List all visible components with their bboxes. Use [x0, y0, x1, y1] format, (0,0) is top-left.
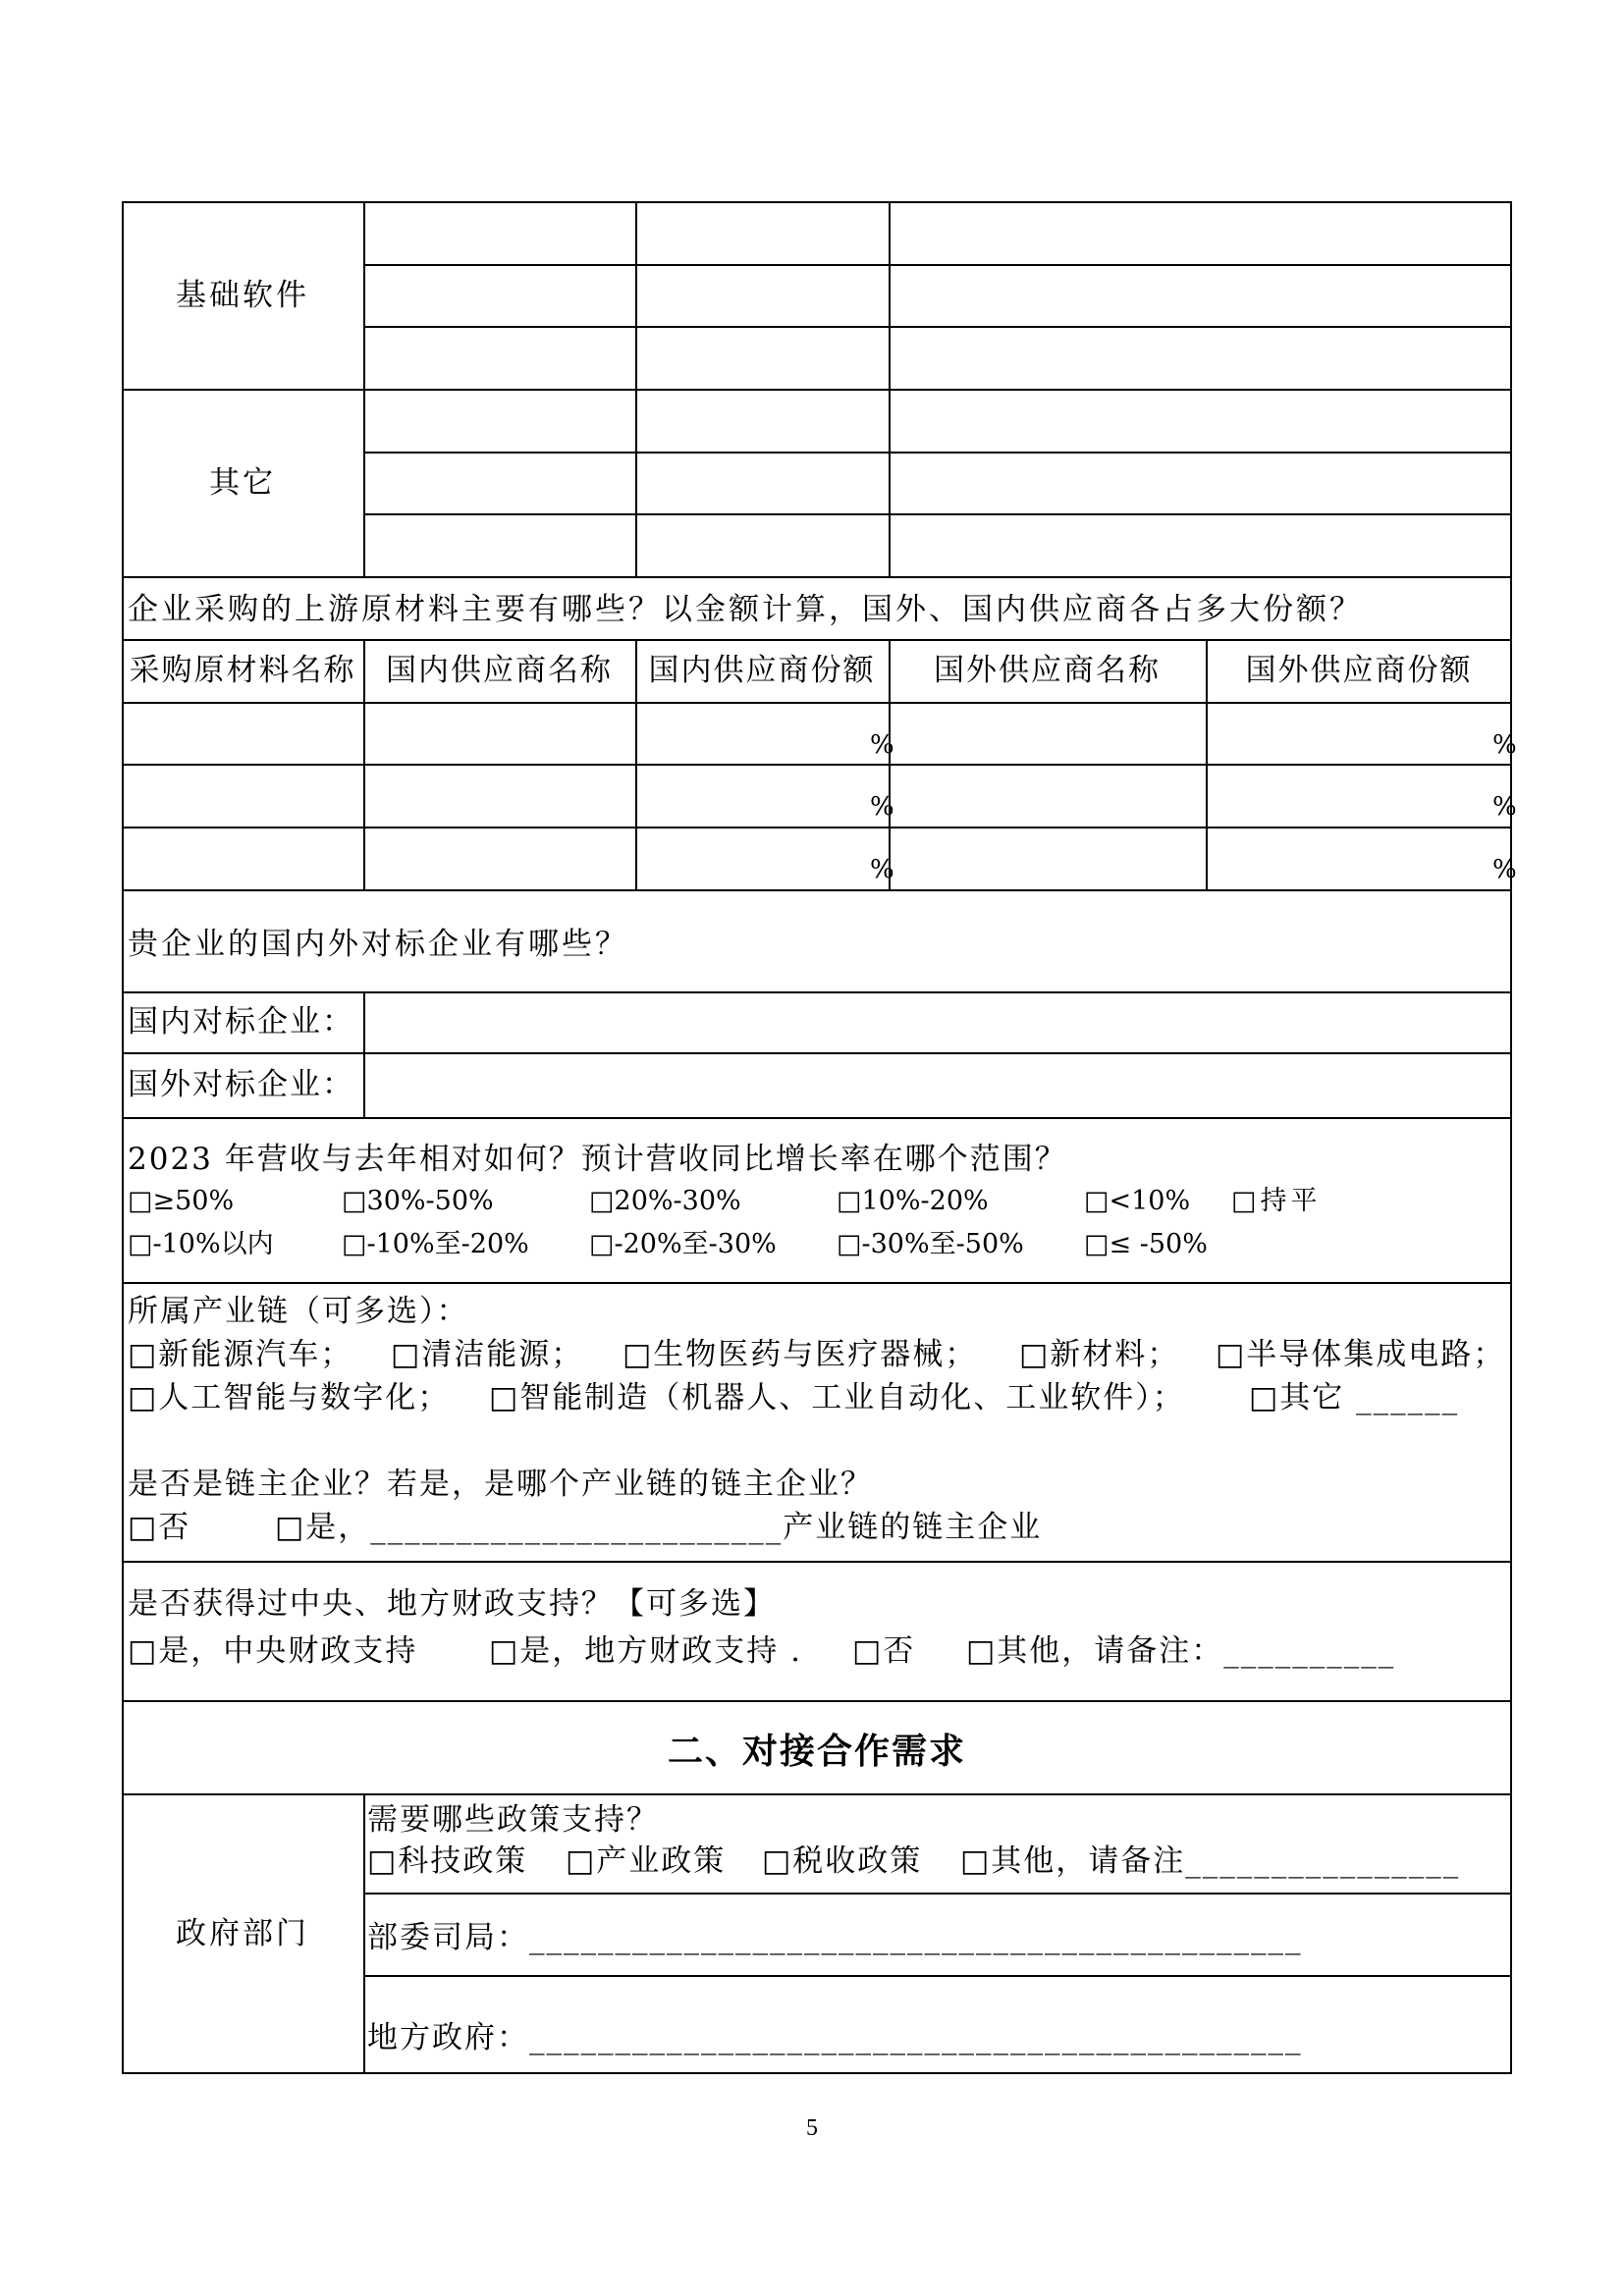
industry-chain-option[interactable]: □新能源汽车；	[128, 1337, 353, 1372]
policy-option[interactable]: □产业政策	[566, 1843, 727, 1879]
row-divider	[122, 1793, 1512, 1795]
row-divider	[122, 1561, 1512, 1563]
software-input-cell[interactable]	[637, 203, 887, 263]
revenue-option[interactable]: □20%-30%	[589, 1186, 741, 1216]
row-divider	[122, 702, 1512, 704]
row-divider	[363, 513, 1512, 515]
foreign-benchmark-label: 国外对标企业：	[128, 1067, 354, 1102]
revenue-option[interactable]: □≥50%	[128, 1186, 235, 1216]
fiscal-support-question: 是否获得过中央、地方财政支持？【可多选】	[128, 1586, 776, 1622]
software-input-cell[interactable]	[365, 203, 633, 263]
row-divider	[122, 764, 1512, 766]
fiscal-support-option[interactable]: □其他，请备注：__________	[966, 1633, 1396, 1669]
revenue-option[interactable]: □-30%至-50%	[837, 1229, 1024, 1259]
industry-chain-option[interactable]: □生物医药与医疗器械；	[623, 1337, 978, 1372]
fiscal-support-option[interactable]: □是，地方财政支持 .	[489, 1633, 802, 1669]
other-label: 其它	[209, 465, 276, 501]
row-divider	[363, 326, 1512, 328]
industry-chain-option[interactable]: □清洁能源；	[391, 1337, 584, 1372]
industry-chain-option[interactable]: □人工智能与数字化；	[128, 1380, 451, 1415]
ministry-field[interactable]: 部委司局：_____________________________________________	[367, 1920, 1303, 1955]
purchase-header-foreign-name: 国外供应商名称	[934, 653, 1161, 688]
row-divider	[122, 1700, 1512, 1702]
domestic-benchmark-label: 国内对标企业：	[128, 1004, 354, 1040]
purchase-header-material: 采购原材料名称	[129, 653, 356, 688]
row-divider	[122, 576, 1512, 578]
percent-sign: %	[870, 855, 894, 884]
industry-chain-question: 所属产业链（可多选）：	[128, 1294, 469, 1329]
row-divider	[122, 1117, 1512, 1119]
percent-sign: %	[1492, 730, 1517, 760]
fiscal-support-option[interactable]: □是，中央财政支持	[128, 1633, 418, 1669]
percent-sign: %	[1492, 855, 1517, 884]
industry-chain-option[interactable]: □智能制造（机器人、工业自动化、工业软件）；	[489, 1380, 1185, 1415]
revenue-option[interactable]: □30%-50%	[342, 1186, 494, 1216]
revenue-option[interactable]: □-20%至-30%	[589, 1229, 777, 1259]
revenue-option[interactable]: □持平	[1231, 1186, 1322, 1216]
row-divider	[363, 452, 1512, 454]
foreign-benchmark-input[interactable]	[365, 1054, 1510, 1116]
section-2-title: 二、对接合作需求	[667, 1732, 966, 1772]
purchase-header-domestic-share: 国内供应商份额	[648, 653, 876, 688]
software-input-cell[interactable]	[891, 203, 1509, 263]
benchmark-question: 贵企业的国内外对标企业有哪些？	[128, 927, 628, 962]
domestic-benchmark-input[interactable]	[365, 993, 1510, 1051]
row-divider	[122, 889, 1512, 891]
gov-dept-label: 政府部门	[176, 1916, 309, 1951]
purchase-header-foreign-share: 国外供应商份额	[1245, 653, 1473, 688]
row-divider	[122, 389, 1512, 391]
purchase-question: 企业采购的上游原材料主要有哪些？以金额计算，国外、国内供应商各占多大份额？	[128, 592, 1363, 627]
row-divider	[363, 264, 1512, 266]
revenue-option[interactable]: □-10%至-20%	[342, 1229, 529, 1259]
percent-sign: %	[870, 730, 894, 760]
row-divider	[363, 1893, 1512, 1895]
policy-question: 需要哪些政策支持？	[367, 1802, 659, 1838]
industry-chain-option[interactable]: □新材料；	[1019, 1337, 1180, 1372]
chain-leader-no[interactable]: □否	[128, 1510, 191, 1545]
page-number: 5	[806, 2115, 818, 2141]
policy-option[interactable]: □其他，请备注________________	[960, 1843, 1461, 1879]
purchase-header-domestic-name: 国内供应商名称	[386, 653, 613, 688]
chain-leader-yes[interactable]: □是，________________________产业链的链主企业	[275, 1510, 1043, 1545]
revenue-option[interactable]: □<10%	[1084, 1186, 1191, 1216]
row-divider	[122, 827, 1512, 828]
revenue-question: 2023 年营收与去年相对如何？预计营收同比增长率在哪个范围？	[128, 1142, 1067, 1177]
fiscal-support-option[interactable]: □否	[852, 1633, 916, 1669]
policy-option[interactable]: □税收政策	[762, 1843, 923, 1879]
chain-leader-question: 是否是链主企业？若是，是哪个产业链的链主企业？	[128, 1467, 873, 1502]
col-divider	[363, 1793, 365, 2074]
row-divider	[122, 1282, 1512, 1284]
local-gov-field[interactable]: 地方政府：_____________________________________________	[367, 2020, 1303, 2056]
row-divider	[122, 639, 1512, 641]
policy-option[interactable]: □科技政策	[367, 1843, 528, 1879]
revenue-option[interactable]: □10%-20%	[837, 1186, 989, 1216]
percent-sign: %	[1492, 792, 1517, 822]
revenue-option[interactable]: □≤ -50%	[1084, 1229, 1208, 1259]
revenue-option[interactable]: □-10%以内	[128, 1229, 274, 1259]
row-divider	[363, 1975, 1512, 1977]
industry-chain-option[interactable]: □其它 ______	[1249, 1380, 1460, 1415]
percent-sign: %	[870, 792, 894, 822]
industry-chain-option[interactable]: □半导体集成电路；	[1216, 1337, 1506, 1372]
basic-software-label: 基础软件	[176, 278, 309, 313]
